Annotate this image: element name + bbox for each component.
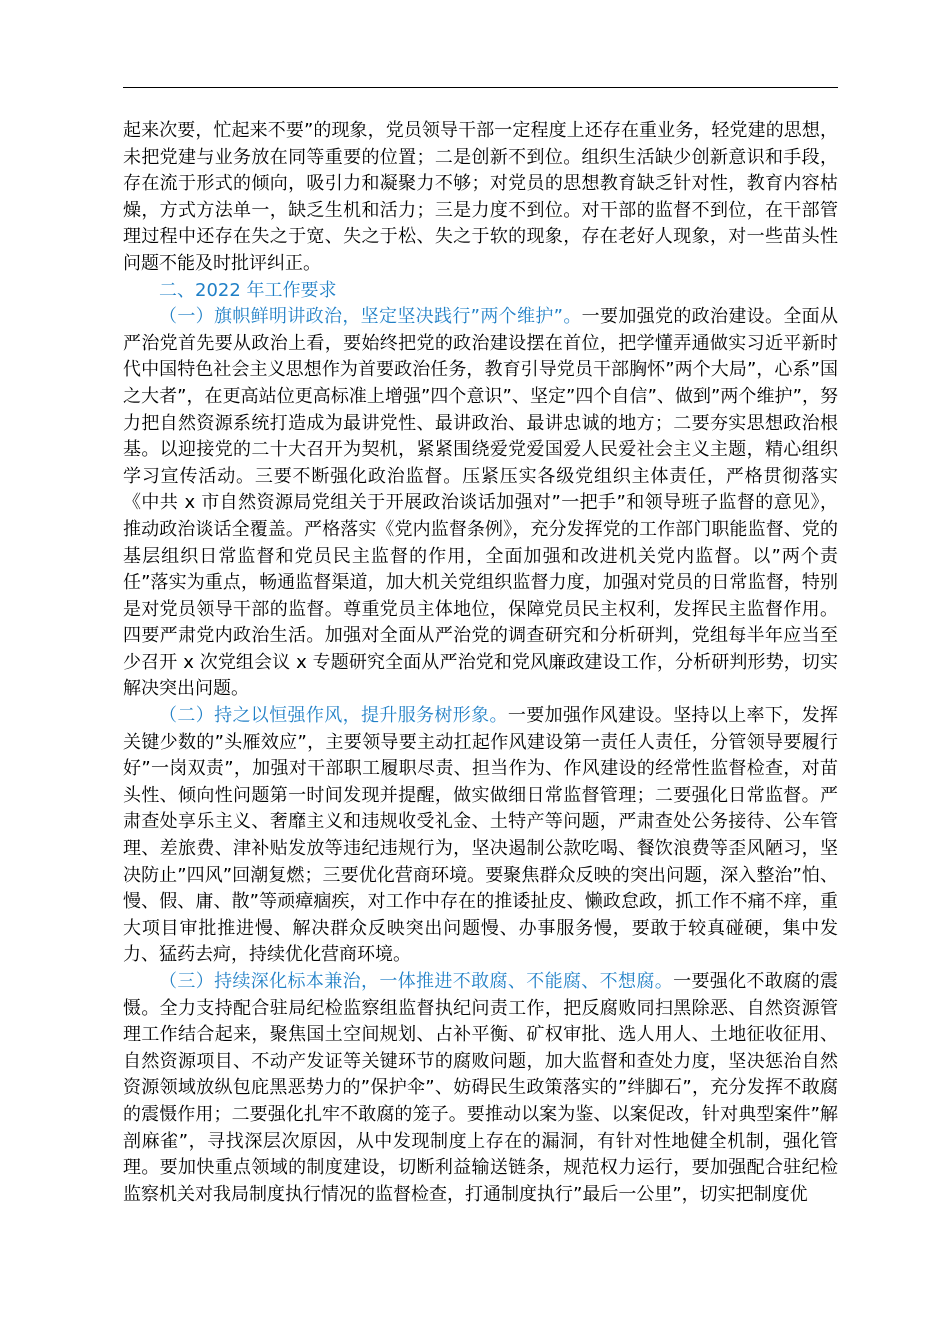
paragraph-section-2: [123, 703, 838, 969]
section-3-title: （三）持续深化标本兼治，一体推进不敢腐、不能腐、不想腐。: [159, 971, 674, 992]
section-2-title: （二）持之以恒强作风，提升服务树形象。: [159, 705, 508, 727]
paragraph-continued: 起来次要，忙起来不要”的现象，党员领导干部一定程度上还存在重业务，轻党建的思想，未把党建与业务放在同等重要的位置；二是创新不到位。组织生活缺少创新意识和手段，存在流于形式的倾向，吸引力和凝聚力不够；对党员的思想教育缺乏针对性，教育内容枯燥，方式方法单一，缺乏生机和活力；三是力度不到位。对干部的监督不到位，在干部管理过程中还存在失之于宽、失之于松、失之于软的现象，存在老好人现象，对一些苗头性问题不能及时批评纠正。: [123, 120, 838, 274]
section-3-body: 一要强化不敢腐的震慑。全力支持配合驻局纪检监察组监督执纪问责工作，把反腐败同扫黑除恶、自然资源管理工作结合起来，聚焦国土空间规划、占补平衡、矿权审批、选人用人、土地征收征用、自然资源项目、不动产发证等关键环节的腐败问题，加大监督和查处力度，坚决惩治自然资源领域放纵包庇黑恶势力的”保护伞”、妨碍民生政策落实的”绊脚石”，充分发挥不敢腐的震慑作用；二要强化扎牢不敢腐的笼子。要推动以案为鉴、以案促改，针对典型案件”解剖麻雀”，寻找深层次原因，从中发现制度上存在的漏洞，有针对性地健全机制，强化管理。要加快重点领域的制度建设，切断利益输送链条，规范权力运行，要加强配合驻纪检监察机关对我局制度执行情况的监督检查，打通制度执行”最后一公里”，切实把制度优: [123, 971, 838, 1205]
paragraph-section-3: [123, 969, 838, 1208]
section-heading: 二、2022 年工作要求: [159, 279, 337, 301]
section-2-body: 一要加强作风建设。坚持以上率下，发挥关键少数的”头雁效应”，主要领导要主动扛起作风建设第一责任人责任，分管领导要履行好”一岗双责”，加强对干部职工履职尽责、担当作为、作风建设的经常性监督检查，对苗头性、倾向性问题第一时间发现并提醒，做实做细日常监督管理；二要强化日常监督。严肃查处享乐主义、奢靡主义和违规收受礼金、土特产等问题，严肃查处公务接待、公车管理、差旅费、津补贴发放等违纪违规行为，坚决遏制公款吃喝、餐饮浪费等歪风陋习，坚决防止”四风”回潮复燃；三要优化营商环境。要聚焦群众反映的突出问题，深入整治”怕、慢、假、庸、散”等顽瘴痼疾，对工作中存在的推诿扯皮、懒政怠政，抓工作不痛不痒，重大项目审批推进慢、解决群众反映突出问题慢、办事服务慢，要敢于较真碰硬，集中发力、猛药去疴，持续优化营商环境。: [123, 705, 838, 966]
section-1-body: 一要加强党的政治建设。全面从严治党首先要从政治上看，要始终把党的政治建设摆在首位，把学懂弄通做实习近平新时代中国特色社会主义思想作为首要政治任务，教育引导党员干部胸怀”两个大局”，心系”国之大者”，在更高站位更高标准上增强”四个意识”、坚定”四个自信”、做到”两个维护”，努力把自然资源系统打造成为最讲党性、最讲政治、最讲忠诚的地方；二要夯实思想政治根基。以迎接党的二十大召开为契机，紧紧围绕爱党爱国爱人民爱社会主义主题，精心组织学习宣传活动。三要不断强化政治监督。压紧压实各级党组织主体责任，严格贯彻落实《中共 x 市自然资源局党组关于开展政治谈话加强对”一把手”和领导班子监督的意见》，推动政治谈话全覆盖。严格落实《党内监督条例》，充分发挥党的工作部门职能监督、党的基层组织日常监督和党员民主监督的作用，全面加强和改进机关党内监督。以”两个责任”落实为重点，畅通监督渠道，加大机关党组织监督力度，加强对党员的日常监督，特别是对党员领导干部的监督。尊重党员主体地位，保障党员民主权利，发挥民主监督作用。四要严肃党内政治生活。加强对全面从严治党的调查研究和分析研判，党组每半年应当至少召开 x 次党组会议 x 专题研究全面从严治党和党风廉政建设工作，分析研判形势，切实解决突出问题。: [123, 306, 838, 700]
document-body: [123, 118, 838, 1208]
header-rule: [123, 87, 838, 88]
section-1-title: （一）旗帜鲜明讲政治，坚定坚决践行”两个维护”。: [159, 306, 582, 328]
paragraph-section-1: [123, 304, 838, 703]
